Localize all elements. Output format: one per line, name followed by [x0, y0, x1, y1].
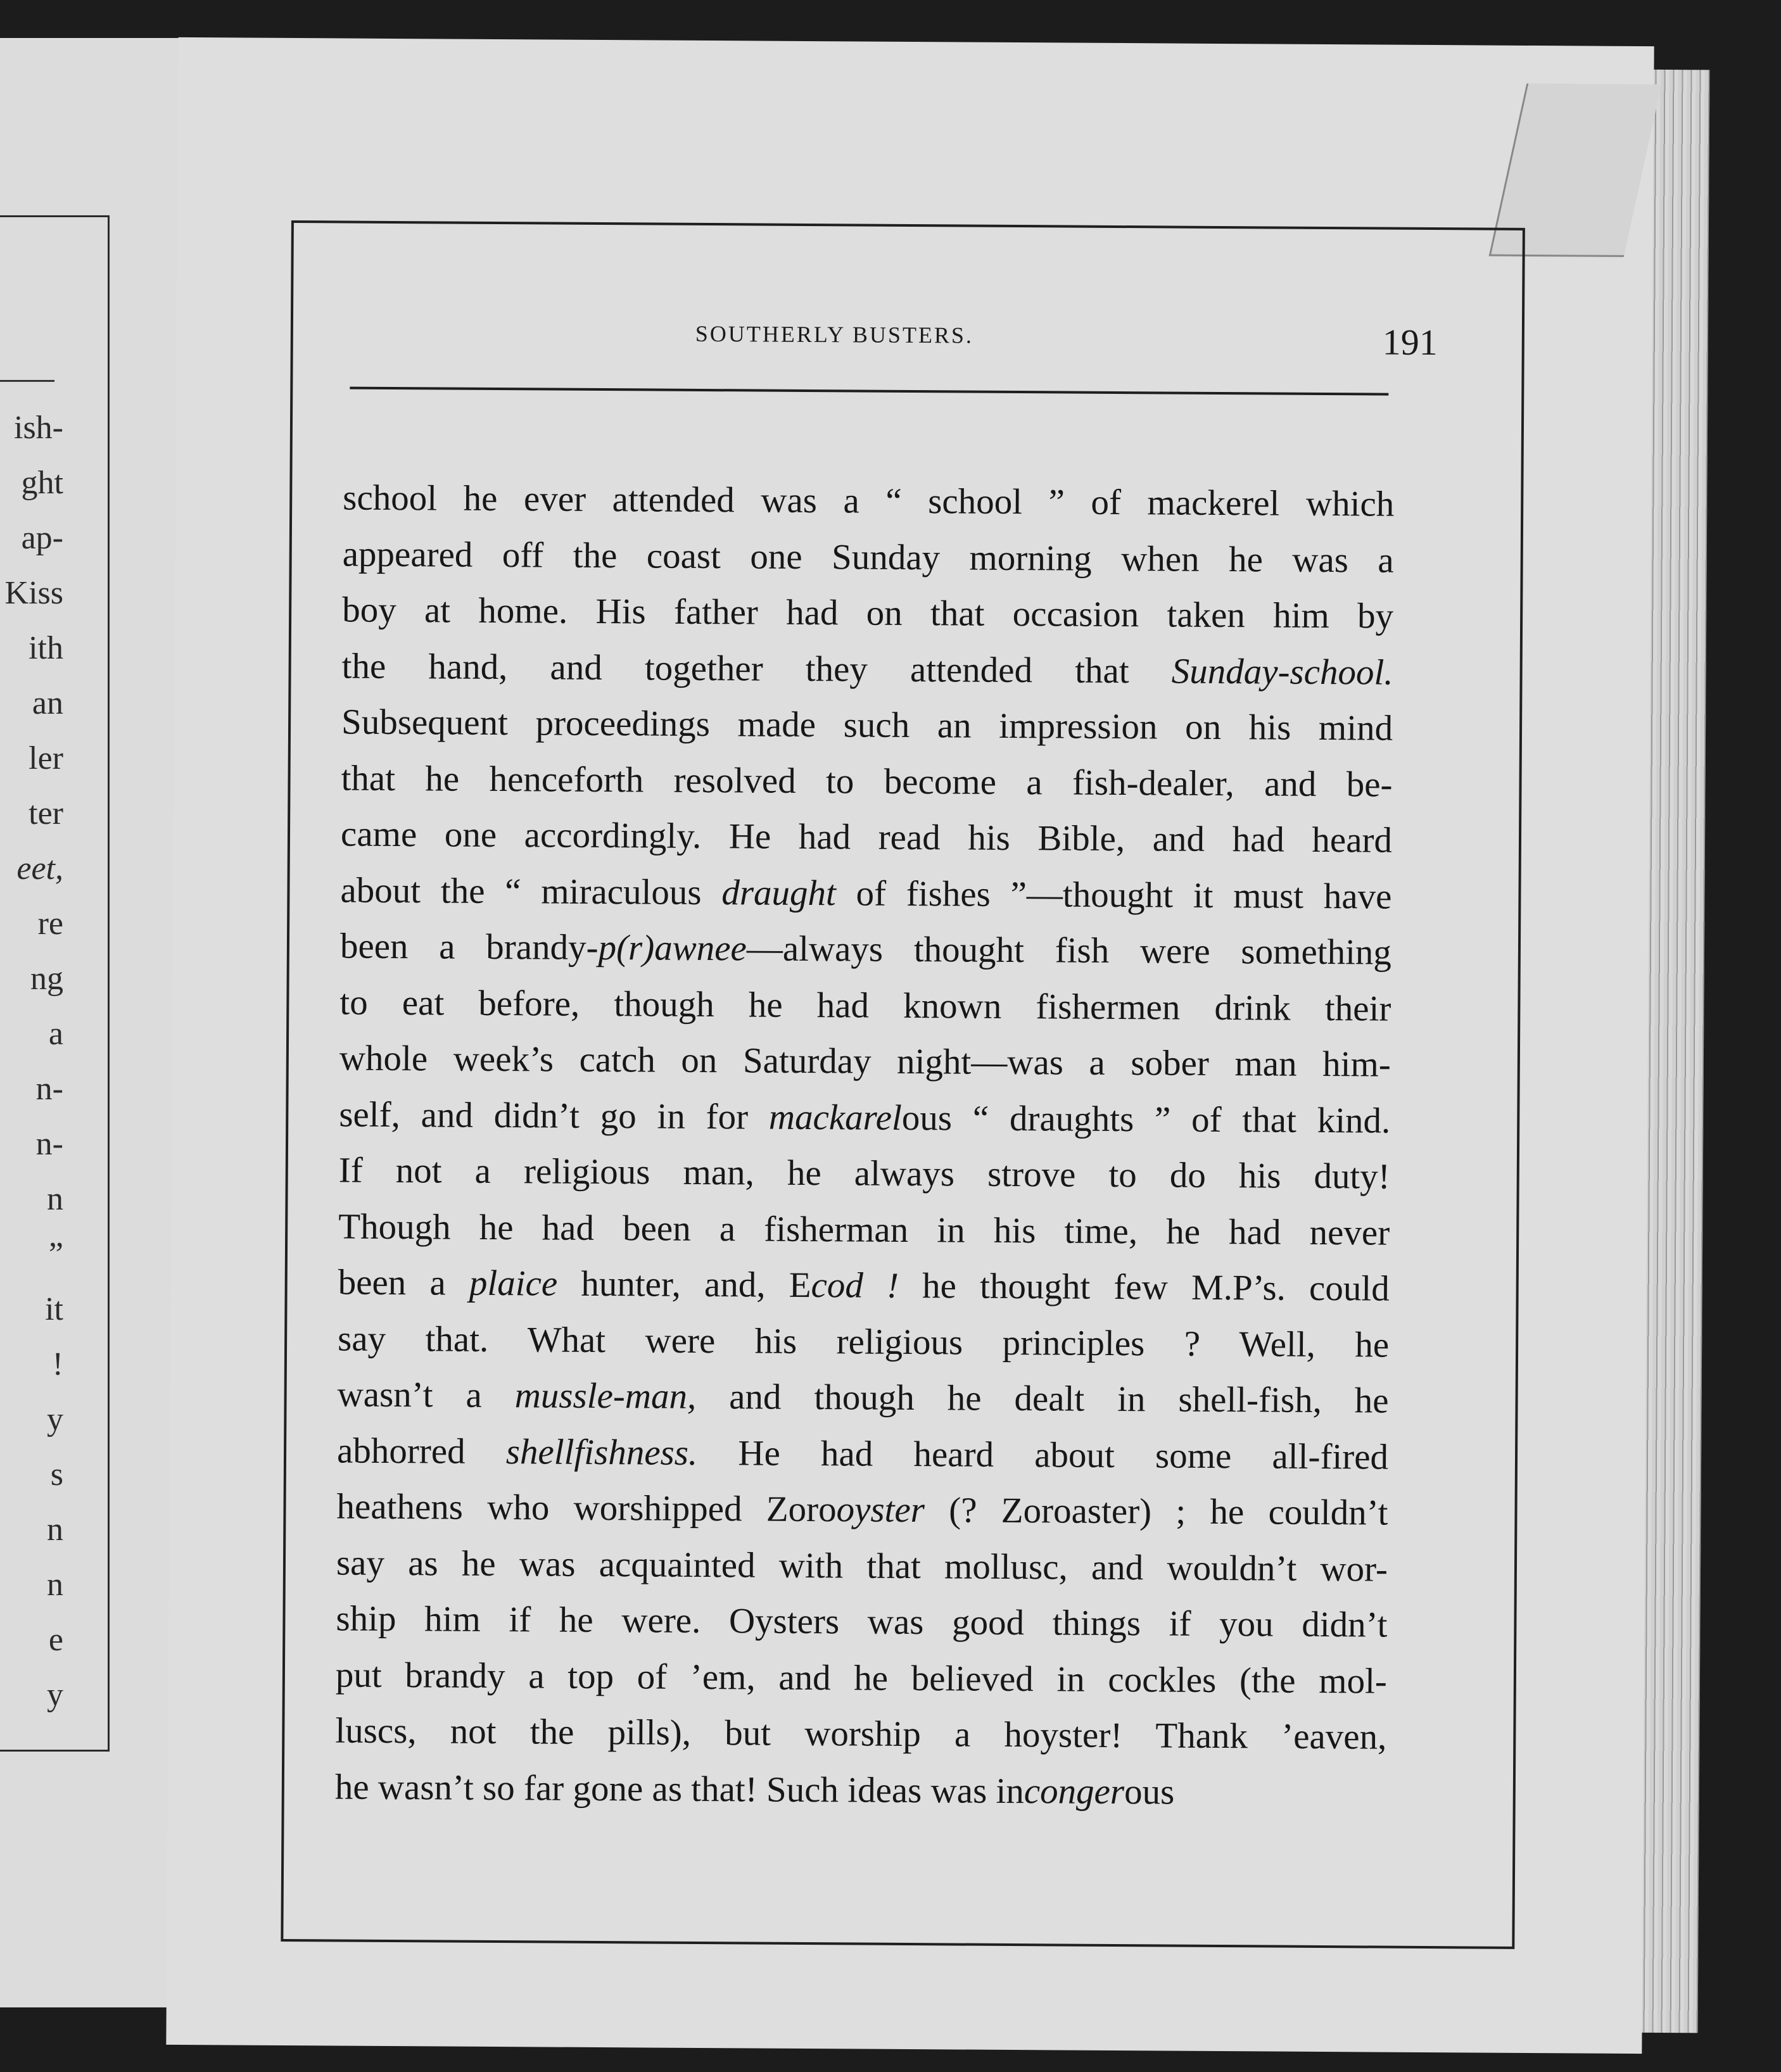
text-run: been a — [338, 1262, 470, 1303]
text-line — [343, 471, 1395, 533]
left-page-fragment: n — [47, 1567, 63, 1603]
left-page-fragment: e — [48, 1622, 63, 1658]
italic-text: p(r)awnee — [598, 927, 747, 969]
left-page-fragment: n- — [35, 1071, 63, 1107]
left-page-fragment: ter — [29, 795, 63, 831]
text-run: Though he had been a fisherman in his time, he had never — [338, 1206, 1390, 1253]
text-run: of fishes ”—thought it must have — [835, 873, 1392, 917]
left-page-fragment: ler — [29, 740, 63, 776]
left-page-fragment: s — [50, 1456, 63, 1493]
left-page-fragment: ng — [30, 961, 63, 997]
italic-text: oyster — [836, 1489, 925, 1531]
text-run: whole week’s catch on Saturday night—was a sober man him- — [339, 1038, 1391, 1085]
text-line — [342, 583, 1394, 645]
left-page-fragment: an — [32, 685, 63, 721]
text-line — [337, 1423, 1389, 1486]
italic-text: conger — [1024, 1771, 1125, 1812]
left-page-rule — [0, 380, 54, 382]
italic-text: shellfishness. — [505, 1431, 698, 1473]
text-run: ous — [1124, 1771, 1175, 1812]
left-page-fragment: a — [48, 1016, 63, 1052]
text-line — [337, 1367, 1389, 1429]
text-run: put brandy a top of ’em, and he believed in cockles (the mol- — [335, 1654, 1388, 1702]
italic-text: Sunday-school. — [1171, 651, 1393, 693]
left-page-fragment: ish- — [14, 410, 63, 446]
left-page-fragment: y — [47, 1401, 63, 1437]
body-text — [335, 471, 1395, 1822]
text-run: say that. What were his religious principles ? Well, he — [337, 1318, 1390, 1365]
text-line — [336, 1479, 1388, 1541]
text-run: school he ever attended was a “ school ” of mackerel which — [343, 477, 1395, 524]
text-line — [335, 1759, 1387, 1822]
left-page-fragment: it — [45, 1291, 63, 1327]
text-line — [338, 1199, 1390, 1261]
text-run: He had heard about some all-fired — [697, 1432, 1389, 1477]
text-run: that he henceforth resolved to become a fish-dealer, and be- — [341, 758, 1393, 805]
left-page-fragment: ith — [29, 630, 63, 666]
text-run: If not a religious man, he always strove to do his duty! — [338, 1150, 1390, 1197]
italic-text: draught — [721, 872, 837, 913]
left-page-fragment: ght — [21, 465, 63, 501]
text-line — [341, 807, 1393, 869]
text-run: wasn’t a — [337, 1374, 515, 1416]
left-page-fragment: y — [47, 1677, 63, 1713]
text-run: say as he was acquainted with that mollusc, and wouldn’t wor- — [336, 1542, 1388, 1589]
text-run: appeared off the coast one Sunday morning when he was a — [342, 534, 1394, 581]
text-run: boy at home. His father had on that occasion taken him by — [341, 590, 1394, 636]
left-page-fragment: ap- — [21, 520, 63, 556]
text-line — [338, 1311, 1390, 1374]
text-run: self, and didn’t go in for — [339, 1094, 770, 1137]
text-run: and though he dealt in shell-fish, he — [696, 1376, 1389, 1421]
text-line — [339, 975, 1391, 1037]
text-run: he thought few M.P’s. could — [898, 1265, 1390, 1309]
text-run: (? Zoroaster) ; he couldn’t — [924, 1490, 1388, 1533]
text-run: abhorred — [336, 1430, 506, 1472]
text-run: to eat before, though he had known fishermen drink their — [339, 982, 1391, 1029]
left-page-fragment: Kiss — [4, 575, 63, 611]
text-run: heathens who worshipped Zoro — [336, 1486, 837, 1530]
text-run: came one accordingly. He had read his Bible, and had heard — [340, 814, 1393, 861]
left-page-fragment: n- — [35, 1126, 63, 1162]
text-line — [342, 526, 1394, 589]
text-run: been a brandy- — [339, 926, 599, 968]
italic-text: mussle-man, — [514, 1375, 697, 1417]
text-line — [338, 1254, 1390, 1317]
text-line — [341, 638, 1393, 701]
text-run: the hand, and together they attended that — [341, 646, 1172, 692]
text-line — [339, 1087, 1391, 1149]
text-run: he wasn’t so far gone as that! Such ideas was in — [334, 1766, 1025, 1811]
running-title: SOUTHERLY BUSTERS. — [695, 320, 974, 348]
text-run: ous “ draughts ” of that kind. — [901, 1097, 1391, 1141]
text-run: ship him if he were. Oysters was good things if you didn’t — [336, 1598, 1388, 1645]
header-rule — [350, 387, 1388, 396]
left-facing-page — [0, 38, 184, 2007]
text-line — [340, 862, 1392, 925]
left-page-fragment: re — [37, 906, 63, 942]
text-line — [336, 1535, 1388, 1598]
text-line — [341, 695, 1393, 757]
text-line — [336, 1647, 1388, 1710]
text-run: —always thought fish were something — [746, 928, 1392, 973]
text-line — [341, 750, 1393, 813]
text-line — [339, 1030, 1391, 1093]
left-page-fragment: ” — [48, 1236, 63, 1272]
left-page-fragment: eet, — [16, 850, 63, 887]
italic-text: mackarel — [768, 1097, 903, 1138]
text-line — [335, 1703, 1387, 1766]
page-number: 191 — [1382, 321, 1438, 363]
text-run: luscs, not the pills), but worship a hoyster! Thank ’eaven, — [335, 1710, 1387, 1757]
italic-text: plaice — [469, 1263, 558, 1304]
left-page-fragment: ! — [52, 1346, 63, 1382]
text-line — [339, 1142, 1391, 1205]
page-border-frame — [281, 220, 1525, 1949]
left-page-fragment: n — [47, 1181, 63, 1217]
running-header — [293, 318, 1522, 376]
text-line — [336, 1591, 1388, 1653]
text-line — [340, 918, 1392, 981]
italic-text: cod ! — [811, 1265, 899, 1306]
text-run: hunter, and, E — [557, 1263, 811, 1306]
text-run: about the “ miraculous — [340, 870, 722, 913]
left-page-fragment: n — [47, 1512, 63, 1548]
book-page — [166, 37, 1654, 2054]
text-run: Subsequent proceedings made such an impression on his mind — [341, 702, 1393, 749]
